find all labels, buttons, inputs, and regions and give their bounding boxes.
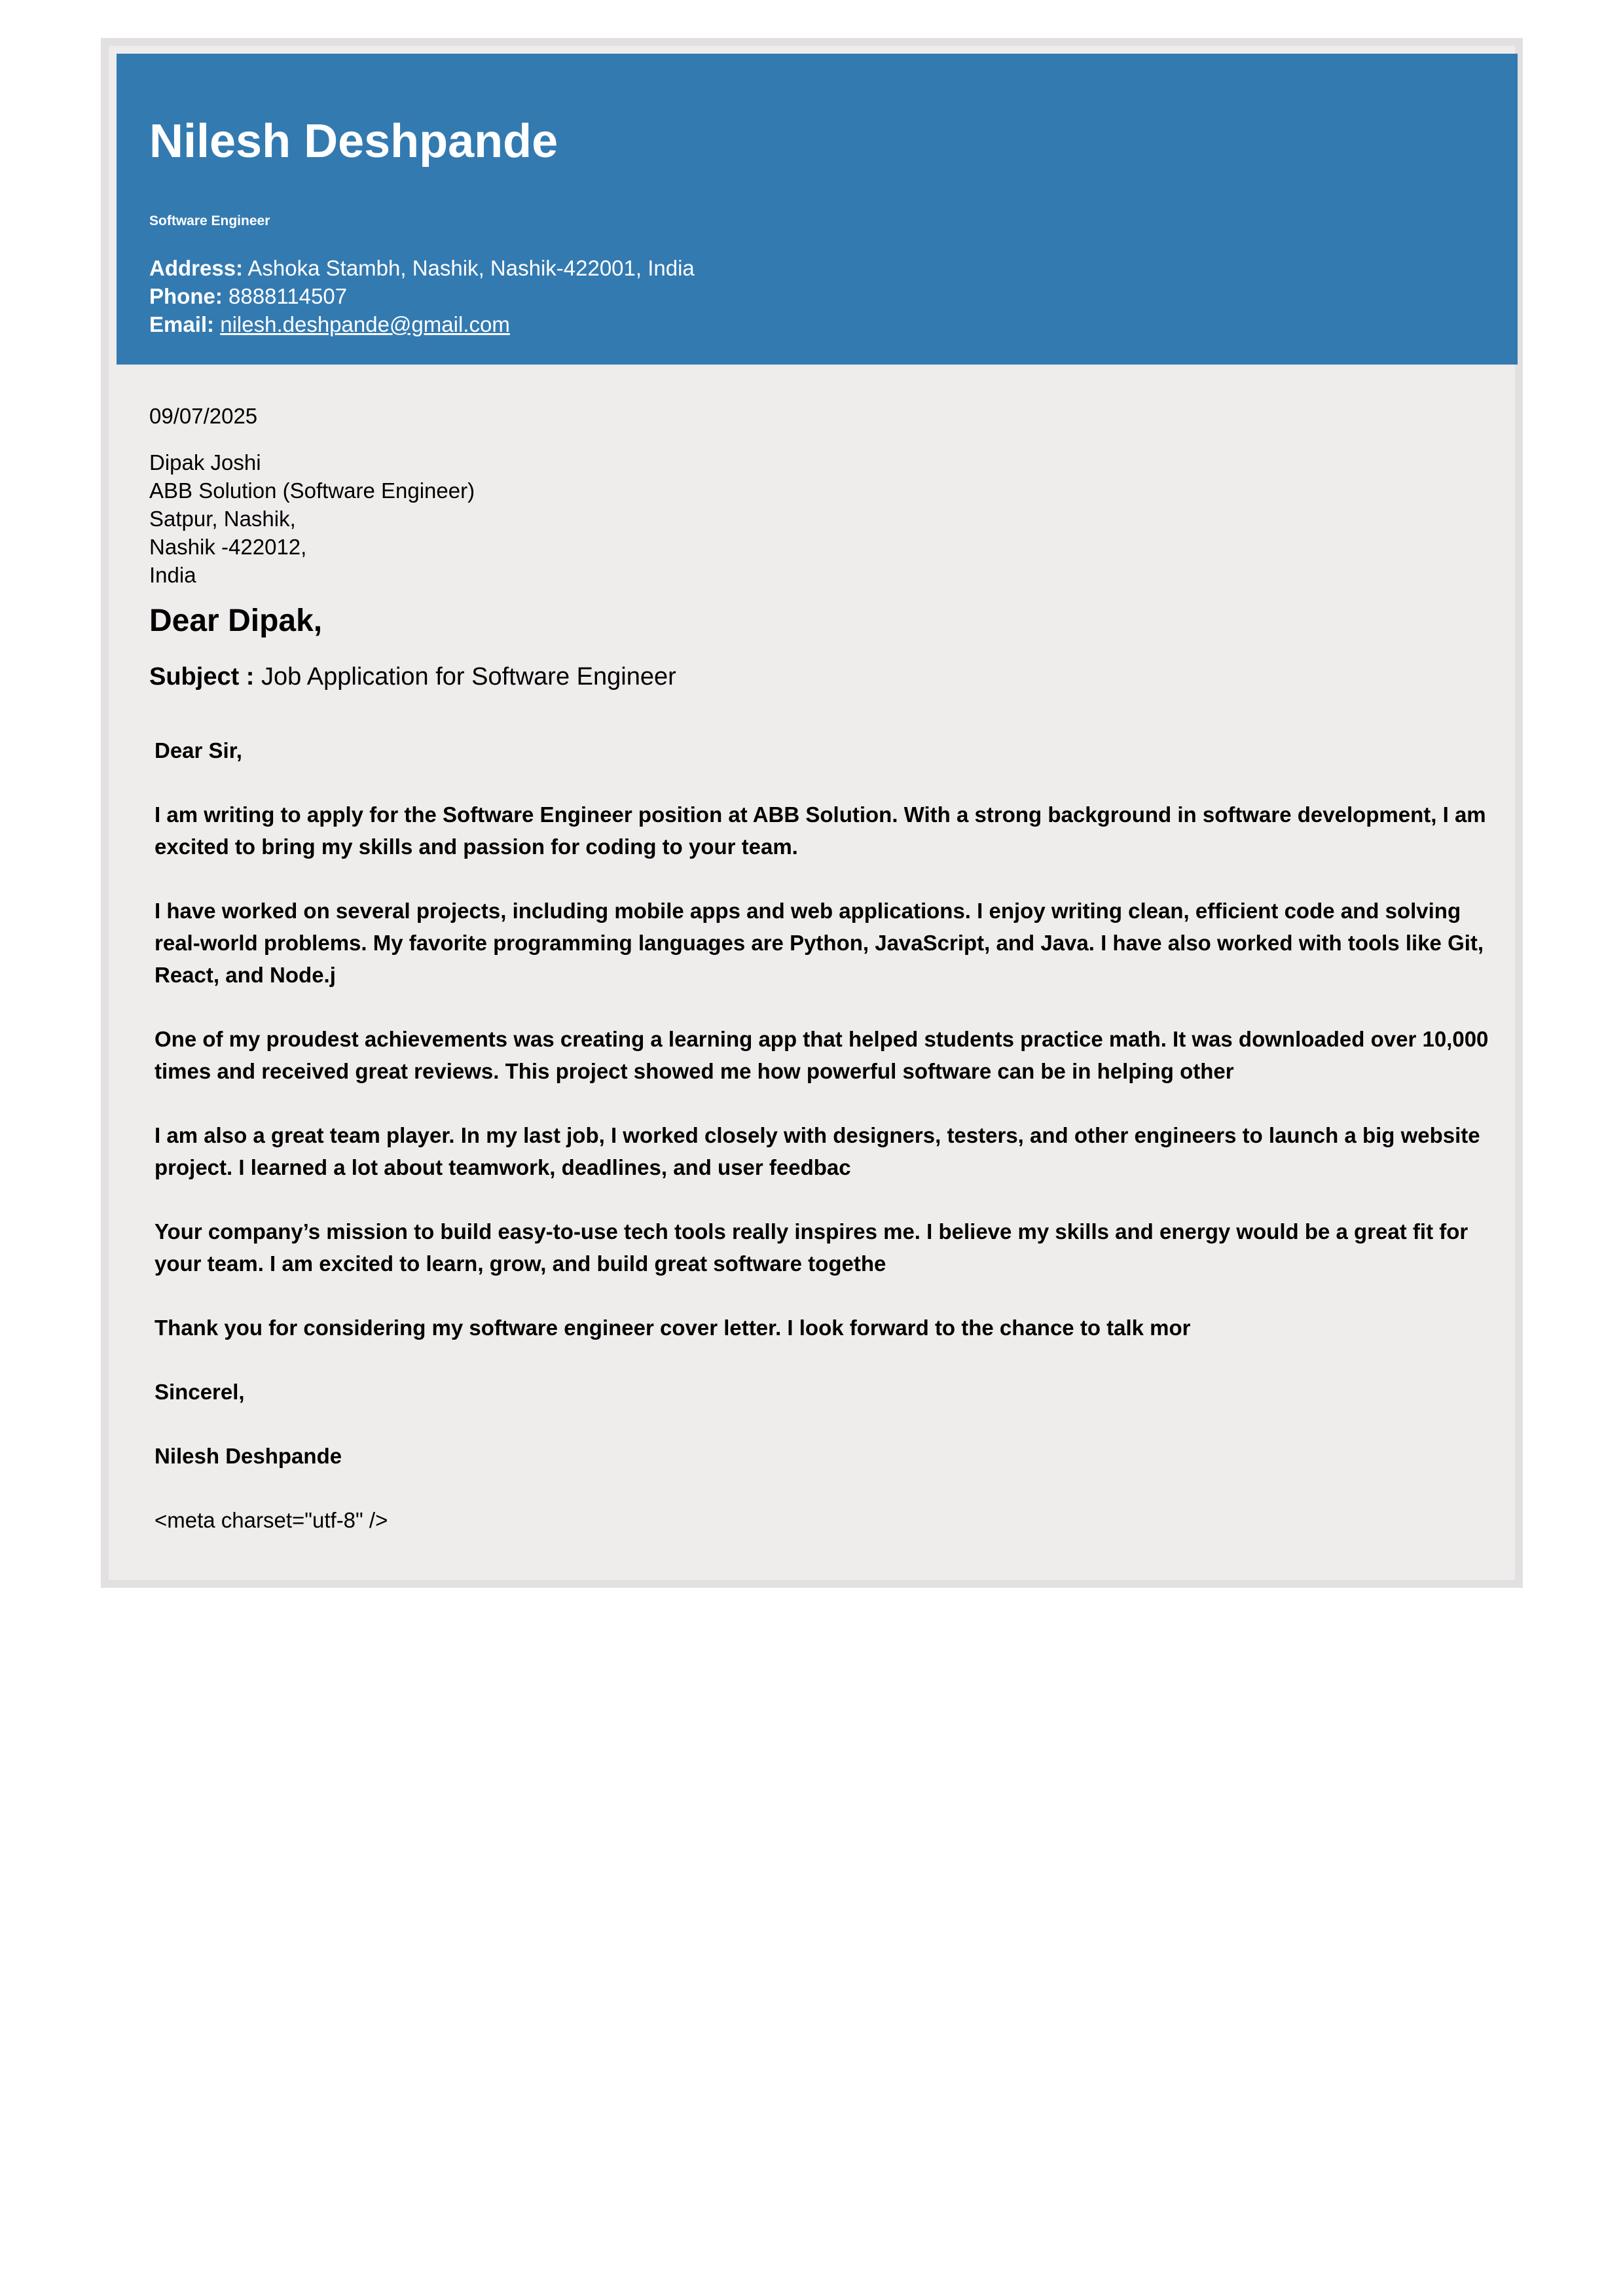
letter-sheet	[101, 38, 1523, 1588]
stray-markup-text: <meta charset="utf-8" />	[155, 1508, 388, 1532]
letter-greeting: Dear Sir,	[155, 738, 242, 762]
letter-paragraph: Your company’s mission to build easy-to-use tech tools really inspires me. I believe my skills and energy would be a great fit for your team. I am excited to learn, grow, and build great software togethe	[155, 1219, 1468, 1276]
recipient-city-line: Nashik -422012,	[149, 535, 307, 559]
subject-label: Subject :	[149, 663, 255, 691]
subject-line	[149, 664, 676, 689]
phone-line	[149, 282, 695, 310]
letter-header	[117, 54, 1518, 365]
phone-value: 8888114507	[228, 284, 348, 308]
address-line	[149, 254, 695, 282]
letter-paragraph: I have worked on several projects, including mobile apps and web applications. I enjoy writing clean, efficient code and solving real-world problems. My favorite programming languages are Python, JavaScript, and Java. I have also worked with tools like Git, React, and Node.j	[155, 899, 1484, 987]
letter-signoff: Sincerel,	[155, 1380, 245, 1404]
sender-title: Software Engineer	[149, 213, 270, 228]
letter-text	[155, 734, 1490, 1536]
letter-date: 09/07/2025	[149, 404, 258, 428]
phone-label: Phone:	[149, 284, 223, 308]
email-link[interactable]: nilesh.deshpande@gmail.com	[220, 312, 510, 336]
letter-paragraph: One of my proudest achievements was creating a learning app that helped students practice math. It was downloaded over 10,000 times and received great reviews. This project showed me how powerful software can be in helping other	[155, 1027, 1489, 1083]
address-label: Address:	[149, 256, 244, 280]
letter-signature: Nilesh Deshpande	[155, 1444, 342, 1468]
sender-name: Nilesh Deshpande	[149, 115, 558, 168]
recipient-name: Dipak Joshi	[149, 450, 261, 475]
sender-contact	[149, 254, 695, 338]
address-value: Ashoka Stambh, Nashik, Nashik-422001, India	[247, 256, 695, 280]
recipient-country: India	[149, 563, 196, 587]
recipient-block	[149, 448, 475, 589]
letter-closing-paragraph: Thank you for considering my software engineer cover letter. I look forward to the chance to talk mor	[155, 1316, 1191, 1340]
letter-paragraph: I am also a great team player. In my last job, I worked closely with designers, testers, and other engineers to launch a big website project. I learned a lot about teamwork, deadlines, and user feedbac	[155, 1123, 1480, 1179]
salutation: Dear Dipak,	[149, 603, 323, 638]
email-line	[149, 310, 695, 338]
email-label: Email:	[149, 312, 215, 336]
letter-paragraph: I am writing to apply for the Software Engineer position at ABB Solution. With a strong background in software development, I am excited to bring my skills and passion for coding to your team.	[155, 802, 1486, 859]
subject-text: Job Application for Software Engineer	[261, 663, 676, 691]
recipient-company: ABB Solution (Software Engineer)	[149, 478, 475, 503]
recipient-address-line: Satpur, Nashik,	[149, 507, 296, 531]
